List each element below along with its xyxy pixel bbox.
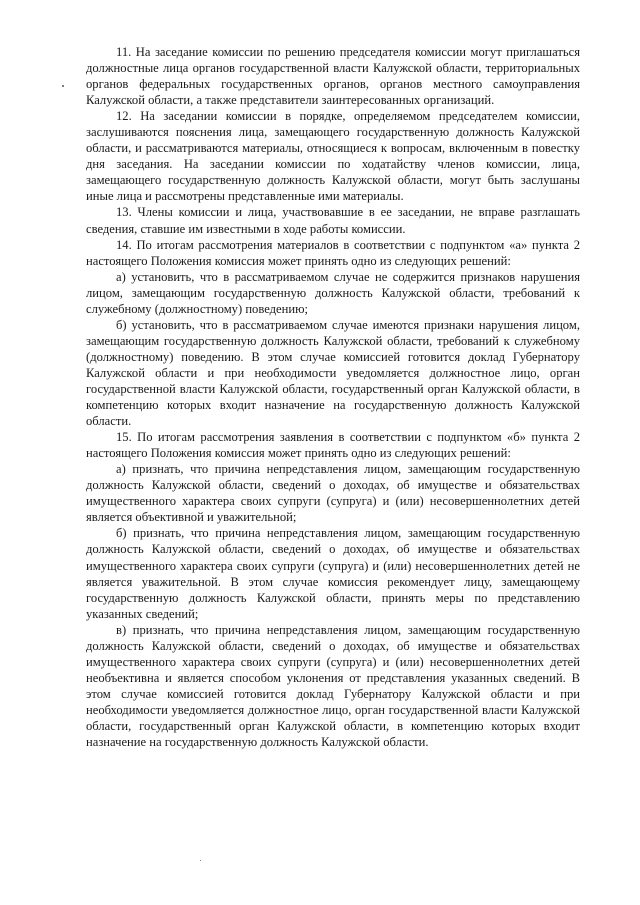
paragraph-12-hearing-procedure: 12. На заседании комиссии в порядке, определяемом председателем комиссии, заслушиваются пояснения лица, замещающего государственную должность Калужской области, и рассматриваются материалы, относящиеся к вопросам, включенным в повестку дня заседания. На заседании комиссии по ходатайству членов комиссии, лица, замещающего государственную должность Калужской области, могут быть заслушаны иные лица и рассмотрены представленные ими материалы. (86, 109, 580, 204)
scan-speck (62, 85, 64, 87)
paragraph-15a: а) признать, что причина непредставления лицом, замещающим государственную должность Калужской области, сведений о доходах, об имуществе и обязательствах имущественного характера своих супруги (супруга) и (или) несовершеннолетних детей является объективной и уважительной; (86, 462, 580, 525)
scan-speck (200, 860, 201, 861)
paragraph-15v: в) признать, что причина непредставления лицом, замещающим государственную должность Калужской области, сведений о доходах, об имуществе и обязательствах имущественного характера своих супруги (супруга) и (или) несовершеннолетних детей необъективна и является способом уклонения от представления указанных сведений. В этом случае комиссией готовится доклад Губернатору Калужской области и при необходимости уведомляется должностное лицо, орган государственной власти Калужской области, государственный орган Калужской области, в компетенцию которых входит назначение на государственную должность Калужской области. (86, 622, 580, 750)
paragraph-13-confidentiality: 13. Члены комиссии и лица, участвовавшие в ее заседании, не вправе разглашать сведения, ставшие им известными в ходе работы комиссии. (86, 205, 580, 236)
paragraph-11-invited-officials: 11. На заседание комиссии по решению председателя комиссии могут приглашаться должностные лица органов государственной власти Калужской области, территориальных органов федеральных государственных органов, органов местного самоуправления Калужской области, а также представители заинтересованных организаций. (86, 45, 580, 108)
paragraph-14-decisions-intro: 14. По итогам рассмотрения материалов в соответствии с подпунктом «а» пункта 2 настоящего Положения комиссия может принять одно из следующих решений: (86, 237, 580, 268)
paragraph-14a: а) установить, что в рассматриваемом случае не содержится признаков нарушения лицом, замещающим государственную должность Калужской области, требований к служебному (должностному) поведению; (86, 269, 580, 316)
paragraph-15b: б) признать, что причина непредставления лицом, замещающим государственную должность Калужской области, сведений о доходах, об имуществе и обязательствах имущественного характера своих супруги (супруга) и (или) несовершеннолетних детей не является уважительной. В этом случае комиссия рекомендует лицу, замещающему государственную должность Калужской области, принять меры по представлению указанных сведений; (86, 526, 580, 621)
paragraph-14b: б) установить, что в рассматриваемом случае имеются признаки нарушения лицом, замещающим государственную должность Калужской области, требований к служебному (должностному) поведению. В этом случае комиссией готовится доклад Губернатору Калужской области и при необходимости уведомляется должностное лицо, орган государственной власти Калужской области, государственный орган Калужской области, в компетенцию которых входит назначение на государственную должность Калужской области. (86, 317, 580, 429)
paragraph-15-decisions-intro: 15. По итогам рассмотрения заявления в соответствии с подпунктом «б» пункта 2 настоящего Положения комиссия может принять одно из следующих решений: (86, 430, 580, 461)
document-page (86, 44, 580, 750)
